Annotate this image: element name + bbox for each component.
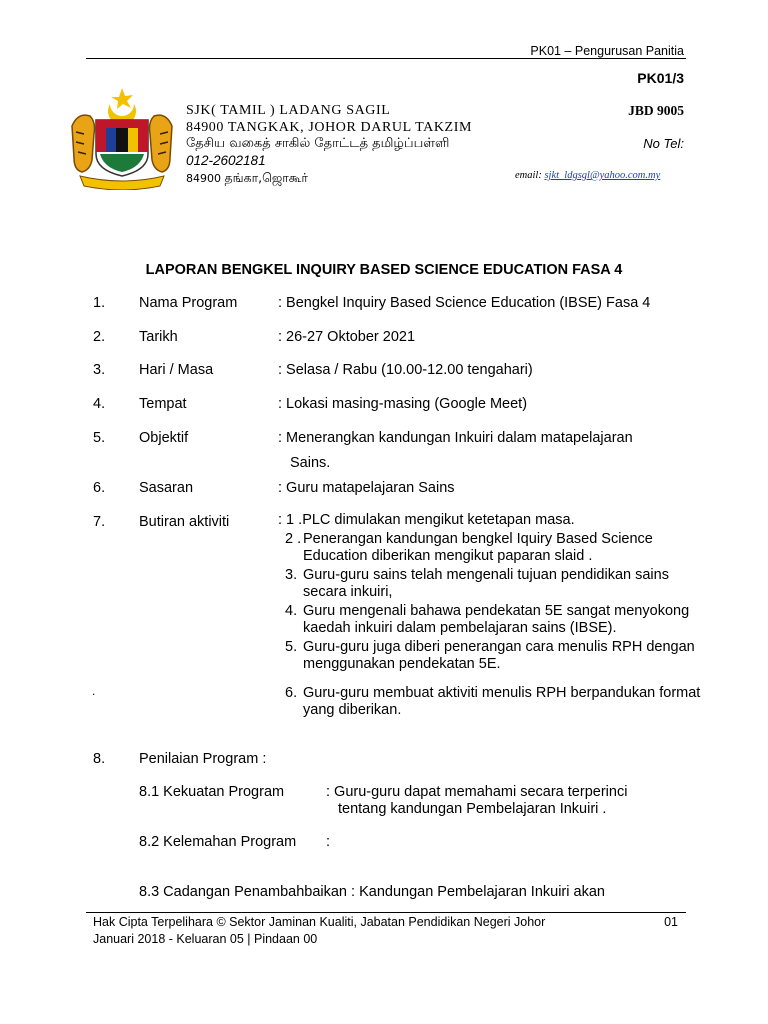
weakness-value: : <box>326 834 331 850</box>
item-number: 6. <box>93 480 106 496</box>
school-email-link[interactable]: sjkt_ldgsgl@yahoo.com.my <box>544 170 661 181</box>
activity-number: 5. <box>285 639 298 655</box>
activity-text: PLC dimulakan mengikut ketetapan masa. <box>302 512 575 528</box>
item-label: Tempat <box>139 396 187 412</box>
item-label: Tarikh <box>139 329 178 345</box>
activity-text: Guru-guru membuat aktiviti menulis RPH berpandukan format yang diberikan. <box>303 685 701 718</box>
item-label: Butiran aktiviti <box>139 514 230 530</box>
strength-value <box>326 784 706 818</box>
school-name-tamil: தேசிய வகைத் சாகில் தோட்டத் தமிழ்ப்பள்ளி <box>186 136 450 151</box>
item-label: Nama Program <box>139 295 238 311</box>
item-number: 3. <box>93 362 106 378</box>
school-address: 84900 TANGKAK, JOHOR DARUL TAKZIM <box>186 120 473 135</box>
suggestion-label: 8.3 Cadangan Penambahbaikan : Kandungan Pembelajaran Inkuiri akan <box>139 884 605 900</box>
item-value: : Lokasi masing-masing (Google Meet) <box>278 396 528 412</box>
footer-divider <box>86 912 686 913</box>
stray-dot: . <box>92 684 96 698</box>
item-label: Objektif <box>139 430 189 446</box>
item-value-continued: Sains. <box>290 455 331 471</box>
malaysia-coat-of-arms-logo <box>66 86 178 190</box>
activity-text: Guru-guru juga diberi penerangan cara menulis RPH dengan menggunakan pendekatan 5E. <box>303 639 695 672</box>
weakness-label: 8.2 Kelemahan Program <box>139 834 297 850</box>
item-value: : 26-27 Oktober 2021 <box>278 329 416 345</box>
item-label: Hari / Masa <box>139 362 214 378</box>
school-postcode: 84900 <box>186 172 221 185</box>
school-phone: 012-2602181 <box>186 153 266 168</box>
item-number: 2. <box>93 329 106 345</box>
item-number: 7. <box>93 514 106 530</box>
activity-number: : 1 . <box>278 512 303 528</box>
activity-number: 6. <box>285 685 298 701</box>
item-value: : Selasa / Rabu (10.00-12.00 tengahari) <box>278 362 533 378</box>
school-email-label: email: <box>515 170 545 181</box>
school-tel-label: No Tel: <box>643 136 684 151</box>
school-email-line <box>515 170 660 181</box>
school-name: SJK( TAMIL ) LADANG SAGIL <box>186 103 391 118</box>
activity-number: 2 . <box>285 531 302 547</box>
activity-number: 4. <box>285 603 298 619</box>
footer-revision: Januari 2018 - Keluaran 05 | Pindaan 00 <box>93 932 318 946</box>
school-code: JBD 9005 <box>628 103 684 118</box>
strength-value-line: tentang kandungan Pembelajaran Inkuiri . <box>338 801 607 817</box>
item-number: 4. <box>93 396 106 412</box>
item-label: Penilaian Program : <box>139 751 267 767</box>
activity-list <box>278 512 708 719</box>
activity-item <box>278 685 708 719</box>
strength-value-line: : Guru-guru dapat memahami secara terperinci <box>326 784 628 800</box>
activity-item <box>278 512 708 529</box>
activity-item <box>278 603 708 637</box>
activity-text: Guru-guru sains telah mengenali tujuan pendidikan sains secara inkuiri, <box>303 567 669 600</box>
document-title: LAPORAN BENGKEL INQUIRY BASED SCIENCE EDUCATION FASA 4 <box>145 262 623 278</box>
activity-text: Guru mengenali bahawa pendekatan 5E sangat menyokong kaedah inkuiri dalam pembelajaran sains (IBSE). <box>303 603 690 636</box>
item-value: : Guru matapelajaran Sains <box>278 480 455 496</box>
school-city-tamil: தங்கா,ஜொகூர் <box>224 170 308 185</box>
header-divider <box>86 58 686 59</box>
footer-copyright: Hak Cipta Terpelihara © Sektor Jaminan Kualiti, Jabatan Pendidikan Negeri Johor <box>93 915 546 929</box>
item-number: 1. <box>93 295 106 311</box>
activity-item <box>278 531 708 565</box>
activity-number: 3. <box>285 567 298 583</box>
form-code: PK01/3 <box>637 70 684 86</box>
school-address-tamil <box>186 170 308 187</box>
header-reference: PK01 – Pengurusan Panitia <box>530 44 684 58</box>
activity-text: Penerangan kandungan bengkel Iquiry Based Science Education diberikan mengikut paparan slaid . <box>303 531 653 564</box>
footer-page-number: 01 <box>664 915 678 929</box>
activity-item <box>278 639 708 673</box>
item-value: : Menerangkan kandungan Inkuiri dalam matapelajaran <box>278 430 633 446</box>
item-number: 8. <box>93 751 106 767</box>
strength-label: 8.1 Kekuatan Program <box>139 784 285 800</box>
item-label: Sasaran <box>139 480 194 496</box>
item-number: 5. <box>93 430 106 446</box>
activity-item <box>278 567 708 601</box>
item-value: : Bengkel Inquiry Based Science Education (IBSE) Fasa 4 <box>278 295 651 311</box>
